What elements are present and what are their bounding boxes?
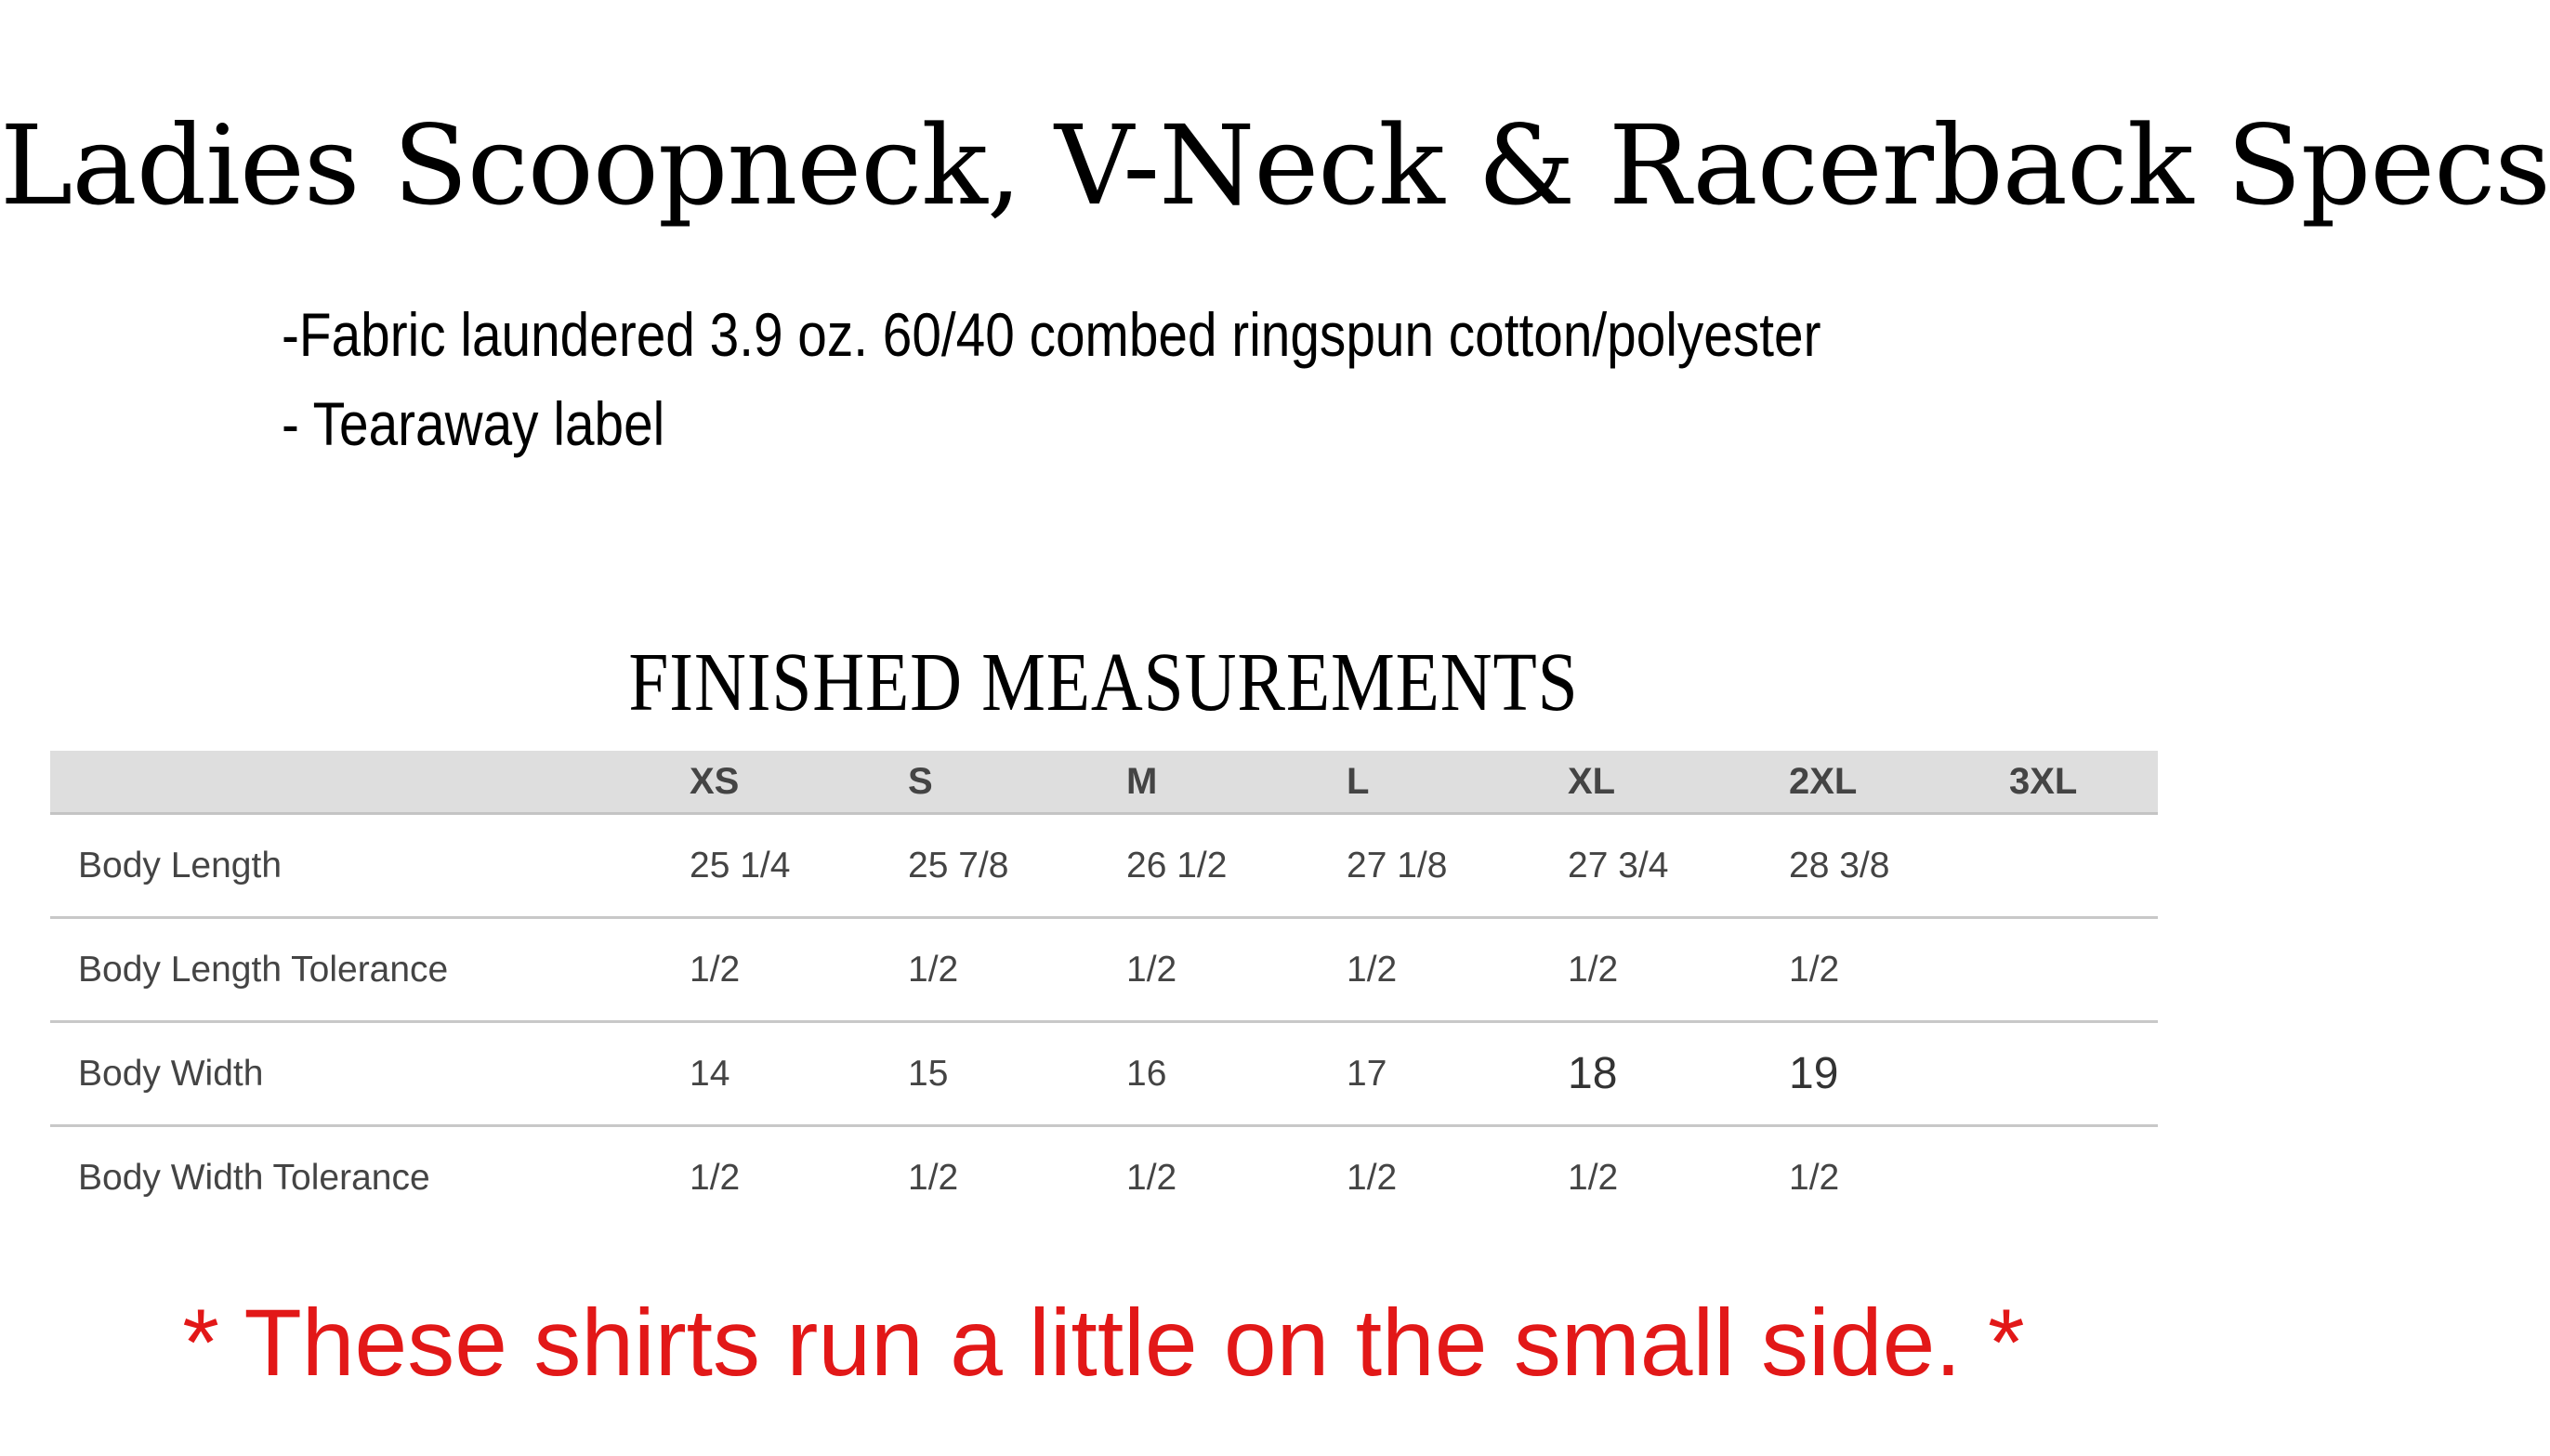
row-label: Body Length (78, 846, 283, 885)
column-header-2xl: 2XL (1789, 761, 1858, 802)
table-cell: 28 3/8 (1789, 846, 1890, 885)
table-row (50, 1023, 2158, 1127)
table-row (50, 919, 2158, 1023)
row-label: Body Length Tolerance (78, 950, 449, 990)
column-header-l: L (1347, 761, 1370, 802)
table-cell: 18 (1568, 1049, 1618, 1098)
column-header-xl: XL (1568, 761, 1616, 802)
section-title: FINISHED MEASUREMENTS (628, 636, 1579, 728)
table-cell: 1/2 (690, 1158, 741, 1198)
measurements-table (50, 751, 2158, 1228)
fabric-note: -Fabric laundered 3.9 oz. 60/40 combed ringspun cotton/polyester (282, 300, 1821, 369)
table-cell: 1/2 (1347, 950, 1398, 990)
table-row (50, 1127, 2158, 1228)
column-header-xs: XS (690, 761, 740, 802)
column-header-3xl: 3XL (2009, 761, 2078, 802)
column-header-s: S (908, 761, 933, 802)
sizing-warning: * These shirts run a little on the small side. * (182, 1290, 2025, 1396)
table-cell: 15 (908, 1054, 949, 1094)
table-cell: 27 3/4 (1568, 846, 1669, 885)
table-header (50, 751, 2158, 815)
table-cell: 14 (690, 1054, 730, 1094)
page-title: Ladies Scoopneck, V-Neck & Racerback Specs (0, 101, 2550, 230)
table-cell: 17 (1347, 1054, 1387, 1094)
table-cell: 1/2 (1789, 950, 1840, 990)
table-cell: 1/2 (1568, 1158, 1619, 1198)
table-cell: 1/2 (1568, 950, 1619, 990)
table-cell: 1/2 (1126, 950, 1177, 990)
label-note: - Tearaway label (282, 389, 665, 458)
spec-notes (282, 290, 1820, 468)
table-cell: 1/2 (908, 1158, 959, 1198)
table-cell: 1/2 (1347, 1158, 1398, 1198)
table-cell: 1/2 (1126, 1158, 1177, 1198)
table-cell: 16 (1126, 1054, 1167, 1094)
table-cell: 1/2 (908, 950, 959, 990)
table-cell: 1/2 (1789, 1158, 1840, 1198)
table-cell: 26 1/2 (1126, 846, 1228, 885)
row-label: Body Width Tolerance (78, 1158, 430, 1198)
column-header-m: M (1126, 761, 1158, 802)
table-cell: 19 (1789, 1049, 1839, 1098)
table-row (50, 815, 2158, 919)
table-cell: 25 1/4 (690, 846, 791, 885)
table-cell: 25 7/8 (908, 846, 1009, 885)
table-cell: 27 1/8 (1347, 846, 1448, 885)
row-label: Body Width (78, 1054, 264, 1094)
table-cell: 1/2 (690, 950, 741, 990)
